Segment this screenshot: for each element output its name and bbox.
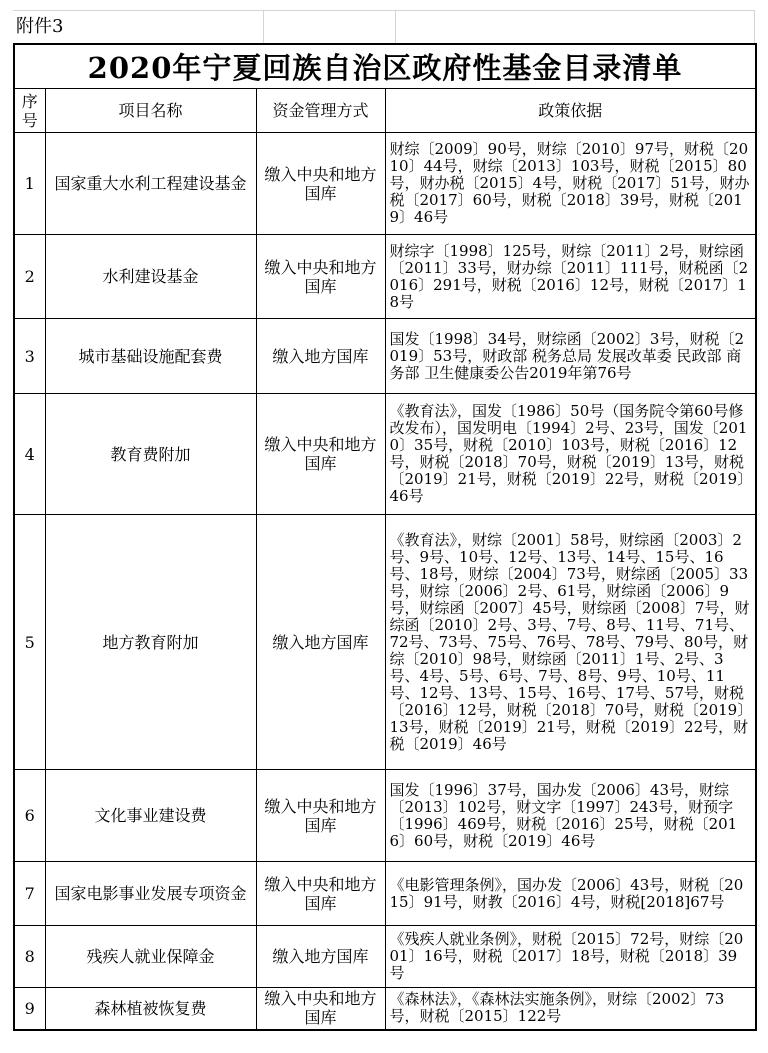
management-cell: 缴入中央和地方国库 [256, 862, 385, 926]
management-cell: 缴入中央和地方国库 [256, 133, 385, 235]
table-row [14, 926, 756, 988]
policy-cell: 《电影管理条例》，国办发〔2006〕43号，财税〔2015〕91号，财教〔2016〕4号，财税[2018]67号 [385, 862, 756, 926]
policy-cell: 国发〔1996〕37号，国办发〔2006〕43号，财综〔2013〕102号，财文字〔1997〕243号，财预字〔1996〕469号，财税〔2016〕25号，财税〔2016〕60号，财税〔2019〕46号 [385, 770, 756, 862]
row-number-cell: 2 [14, 235, 45, 319]
gridline-vertical [263, 11, 264, 44]
policy-cell: 《教育法》，国发〔1986〕50号（国务院令第60号修改发布），国发明电〔1994〕2号、23号，国发〔2010〕35号，财税〔2010〕103号，财税〔2016〕12号，财税〔2018〕70号，财税〔2019〕13号，财税〔2019〕21号，财税〔2019〕22号，财税〔2019〕46号 [385, 394, 756, 515]
column-header-no: 序号 [14, 89, 45, 133]
row-number-cell: 9 [14, 988, 45, 1030]
gridline-vertical [754, 11, 755, 44]
row-number-cell: 5 [14, 515, 45, 770]
table-row [14, 988, 756, 1030]
table-row [14, 862, 756, 926]
policy-cell: 《残疾人就业条例》，财税〔2015〕72号，财综〔2001〕16号，财税〔2017〕18号，财税〔2018〕39号 [385, 926, 756, 988]
annex-strip [13, 10, 755, 44]
management-cell: 缴入中央和地方国库 [256, 394, 385, 515]
project-name-cell: 城市基础设施配套费 [45, 319, 256, 394]
policy-cell: 《教育法》，财综〔2001〕58号，财综函〔2003〕2号、9号、10号、12号、13号、14号、15号、16号、18号，财综〔2004〕73号，财综函〔2005〕33号，财综〔2006〕2号、61号，财综函〔2006〕9号，财综函〔2007〕45号，财综函〔2008〕7号，财综函〔2010〕2号、3号、7号、8号、11号、71号、72号、73号、75号、76号、78号、79号、80号，财综〔2010〕98号，财综函〔2011〕1号、2号、3号、4号、5号、6号、7号、8号、9号、10号、11号、12号、13号、15号、16号、17号、57号，财税〔2016〕12号，财税〔2018〕70号，财税〔2019〕13号，财税〔2019〕21号，财税〔2019〕22号，财税〔2019〕46号 [385, 515, 756, 770]
row-number-cell: 3 [14, 319, 45, 394]
table-row [14, 133, 756, 235]
column-header-policy: 政策依据 [385, 89, 756, 133]
row-number-cell: 1 [14, 133, 45, 235]
management-cell: 缴入中央和地方国库 [256, 988, 385, 1030]
project-name-cell: 森林植被恢复费 [45, 988, 256, 1030]
management-cell: 缴入地方国库 [256, 515, 385, 770]
page-title: 2020年宁夏回族自治区政府性基金目录清单 [14, 44, 756, 89]
table-row [14, 770, 756, 862]
fund-catalog-table [13, 43, 757, 1031]
project-name-cell: 国家电影事业发展专项资金 [45, 862, 256, 926]
policy-cell: 《森林法》，《森林法实施条例》，财综〔2002〕73号，财税〔2015〕122号 [385, 988, 756, 1030]
management-cell: 缴入地方国库 [256, 319, 385, 394]
project-name-cell: 国家重大水利工程建设基金 [45, 133, 256, 235]
project-name-cell: 文化事业建设费 [45, 770, 256, 862]
column-header-name: 项目名称 [45, 89, 256, 133]
policy-cell: 财综字〔1998〕125号，财综〔2011〕2号，财综函〔2011〕33号，财办综〔2011〕111号，财税函〔2016〕291号，财税〔2016〕12号，财税〔2017〕18号 [385, 235, 756, 319]
project-name-cell: 教育费附加 [45, 394, 256, 515]
table-row [14, 394, 756, 515]
table-row [14, 235, 756, 319]
project-name-cell: 地方教育附加 [45, 515, 256, 770]
management-cell: 缴入地方国库 [256, 926, 385, 988]
row-number-cell: 8 [14, 926, 45, 988]
header-row [14, 89, 756, 133]
row-number-cell: 7 [14, 862, 45, 926]
attachment-label: 附件3 [16, 16, 64, 37]
project-name-cell: 水利建设基金 [45, 235, 256, 319]
row-number-cell: 4 [14, 394, 45, 515]
table-row [14, 515, 756, 770]
management-cell: 缴入中央和地方国库 [256, 235, 385, 319]
row-number-cell: 6 [14, 770, 45, 862]
policy-cell: 财综〔2009〕90号，财综〔2010〕97号，财税〔2010〕44号，财综〔2013〕103号，财税〔2015〕80号，财办税〔2015〕4号，财税〔2017〕51号，财办税〔2017〕60号，财税〔2018〕39号，财税〔2019〕46号 [385, 133, 756, 235]
gridline-vertical [395, 11, 396, 44]
table-row [14, 319, 756, 394]
project-name-cell: 残疾人就业保障金 [45, 926, 256, 988]
policy-cell: 国发〔1998〕34号，财综函〔2002〕3号，财税〔2019〕53号，财政部 税务总局 发展改革委 民政部 商务部 卫生健康委公告2019年第76号 [385, 319, 756, 394]
column-header-management: 资金管理方式 [256, 89, 385, 133]
title-row [14, 44, 756, 89]
management-cell: 缴入中央和地方国库 [256, 770, 385, 862]
